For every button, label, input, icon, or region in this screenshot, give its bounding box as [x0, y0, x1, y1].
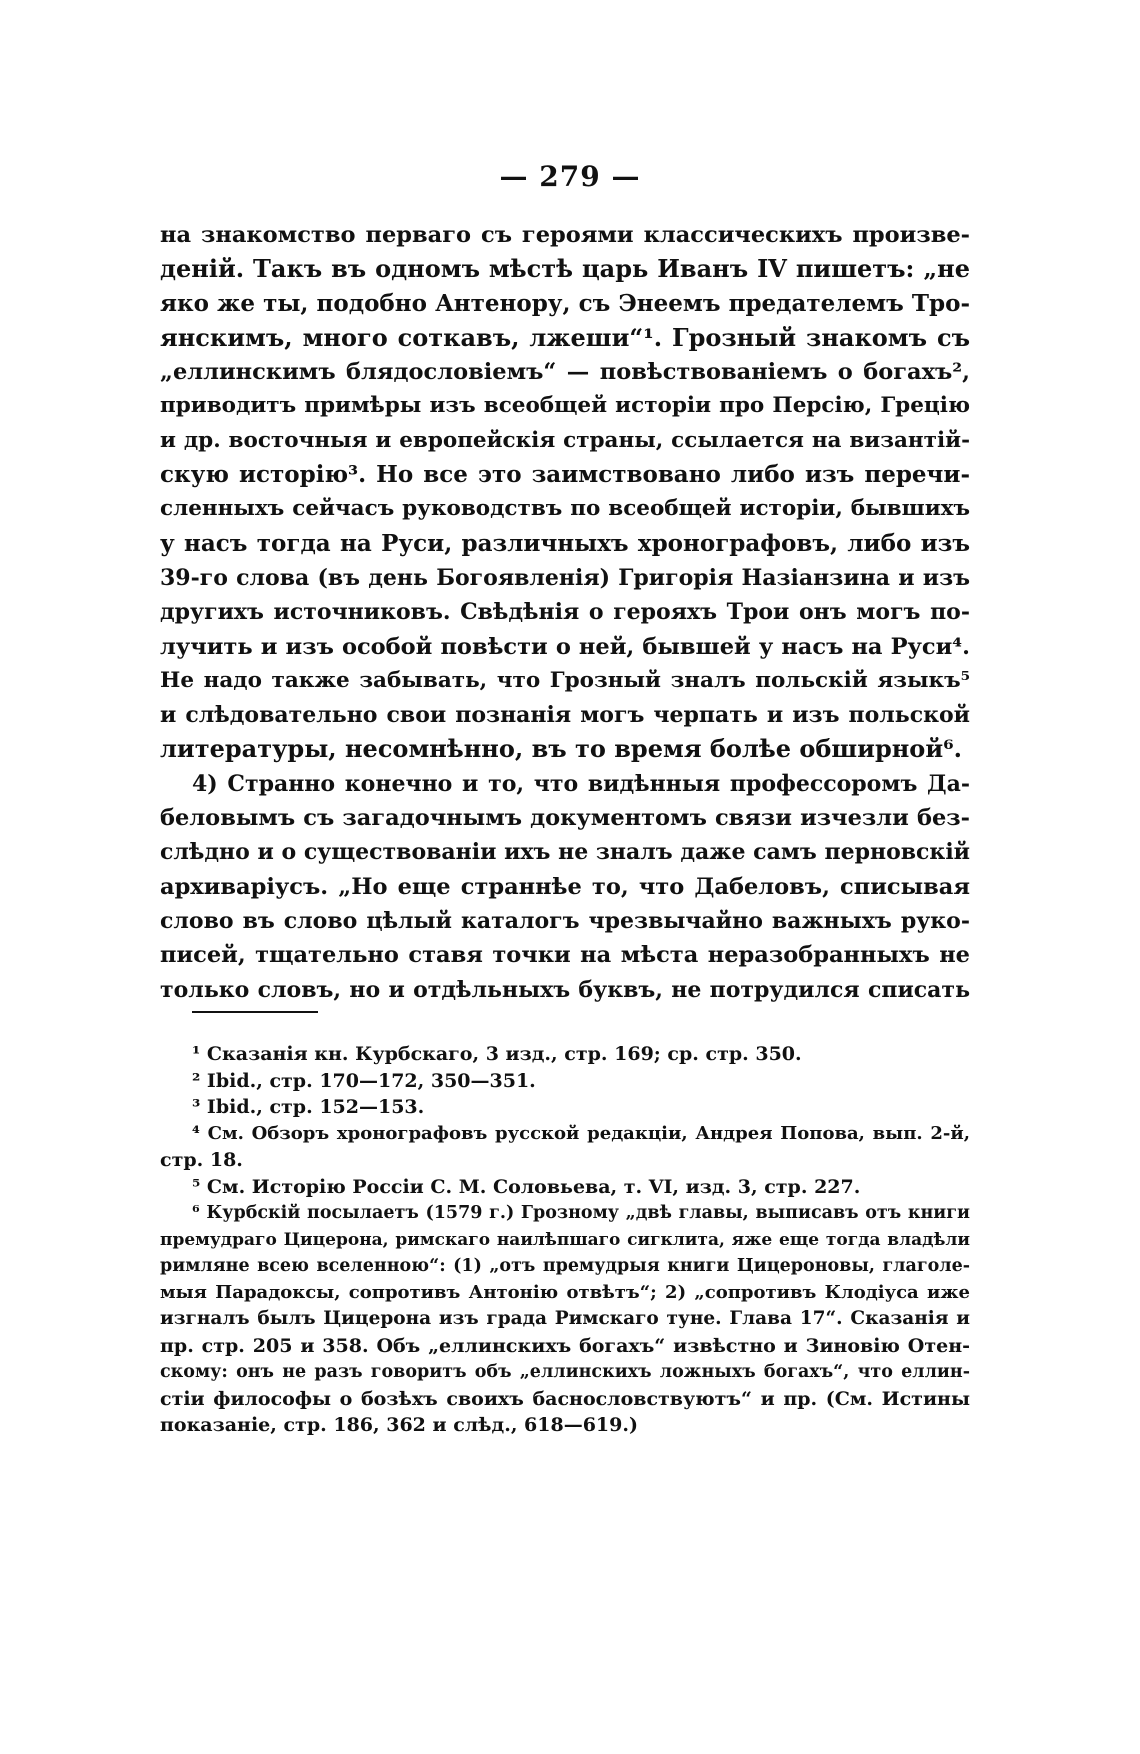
text-line: другихъ источниковъ. Свѣдѣнія о герояхъ Трои онъ могъ по- — [160, 599, 970, 626]
text-line: лучить и изъ особой повѣсти о ней, бывшей у насъ на Руси⁴. — [160, 633, 970, 660]
footnote-line: пр. стр. 205 и 358. Объ „еллинскихъ богахъ“ извѣстно и Зиновію Отен- — [160, 1334, 970, 1357]
text-line: и др. восточныя и европейскія страны, ссылается на византій- — [160, 427, 970, 453]
footnote-line: ² Ibid., стр. 170—172, 350—351. — [192, 1069, 536, 1092]
footnote-line: ⁴ См. Обзоръ хронографовъ русской редакціи, Андрея Попова, вып. 2-й, — [192, 1122, 970, 1144]
text-line: слѣдно и о существованіи ихъ не зналъ даже самъ перновскій — [160, 839, 970, 866]
footnote-line: показаніе, стр. 186, 362 и слѣд., 618—619.) — [160, 1414, 638, 1436]
text-line: „еллинскимъ блядословіемъ“ — повѣствованіемъ о богахъ², — [160, 359, 970, 386]
text-line: на знакомство перваго съ героями классическихъ произве- — [160, 222, 970, 248]
text-line: только словъ, но и отдѣльныхъ буквъ, не потрудился списать — [160, 976, 970, 1003]
footnote-line: стр. 18. — [160, 1149, 243, 1171]
footnote-line: стіи философы о бозѣхъ своихъ баснословствуютъ“ и пр. (См. Истины — [160, 1387, 970, 1410]
text-line: литературы, несомнѣнно, въ то время болѣе обширной⁶. — [160, 734, 962, 764]
footnotes — [160, 1041, 970, 1439]
text-line: янскимъ, много соткавъ, лжеши“¹. Грозный знакомъ съ — [160, 322, 970, 352]
footnote-line: мыя Парадоксы, сопротивъ Антонію отвѣтъ“; 2) „сопротивъ Клодіуса иже — [160, 1281, 970, 1303]
footnote-line: изгналъ былъ Цицерона изъ града Римскаго туне. Глава 17“. Сказанія и — [160, 1308, 970, 1329]
text-line: слово въ слово цѣлый каталогъ чрезвычайно важныхъ руко- — [160, 907, 970, 934]
footnote-line: ⁵ См. Исторію Россіи С. М. Соловьева, т. VI, изд. 3, стр. 227. — [192, 1175, 861, 1198]
text-line: деній. Такъ въ одномъ мѣстѣ царь Иванъ IV пишетъ: „не — [160, 254, 970, 284]
footnote-line: премудраго Цицерона, римскаго наилѣпшаго сигклита, яже еще тогда владѣли — [160, 1229, 970, 1250]
text-line: скую исторію³. Но все это заимствовано либо изъ перечи- — [160, 461, 970, 489]
footnote-line: ¹ Сказанія кн. Курбскаго, 3 изд., стр. 169; ср. стр. 350. — [192, 1043, 802, 1065]
text-line: яко же ты, подобно Антенору, съ Энеемъ предателемъ Тро- — [160, 289, 970, 317]
text-line: 39-го слова (въ день Богоявленія) Григорія Назіанзина и изъ — [160, 564, 970, 591]
text-line: архиваріусъ. „Но еще страннѣе то, что Дабеловъ, списывая — [160, 873, 970, 900]
footnote-line: ⁶ Курбскій посылаетъ (1579 г.) Грозному „двѣ главы, выписавъ отъ книги — [192, 1203, 970, 1223]
text-line: беловымъ съ загадочнымъ документомъ связи изчезли без- — [160, 805, 970, 832]
main-text — [160, 218, 970, 1007]
text-line: 4) Странно конечно и то, что видѣнныя профессоромъ Да- — [192, 770, 970, 797]
text-line: приводитъ примѣры изъ всеобщей исторіи про Персію, Грецію — [160, 393, 970, 419]
footnote-line: римляне всею вселенною“: (1) „отъ премудрыя книги Цицероновы, глаголе- — [160, 1256, 970, 1276]
footnote-divider — [192, 1011, 318, 1013]
text-line: писей, тщательно ставя точки на мѣста неразобранныхъ не — [160, 942, 970, 969]
text-line: Не надо также забывать, что Грозный зналъ польскій языкъ⁵ — [160, 667, 970, 693]
footnote-line: скому: онъ не разъ говоритъ объ „еллинскихъ ложныхъ богахъ“, что еллин- — [160, 1362, 970, 1382]
page-number: — 279 — — [499, 160, 641, 193]
text-line: у насъ тогда на Руси, различныхъ хронографовъ, либо изъ — [160, 529, 970, 557]
text-line: сленныхъ сейчасъ руководствъ по всеобщей исторіи, бывшихъ — [160, 496, 970, 522]
text-line: и слѣдовательно свои познанія могъ черпать и изъ польской — [160, 702, 970, 729]
footnote-line: ³ Ibid., стр. 152—153. — [192, 1096, 425, 1118]
